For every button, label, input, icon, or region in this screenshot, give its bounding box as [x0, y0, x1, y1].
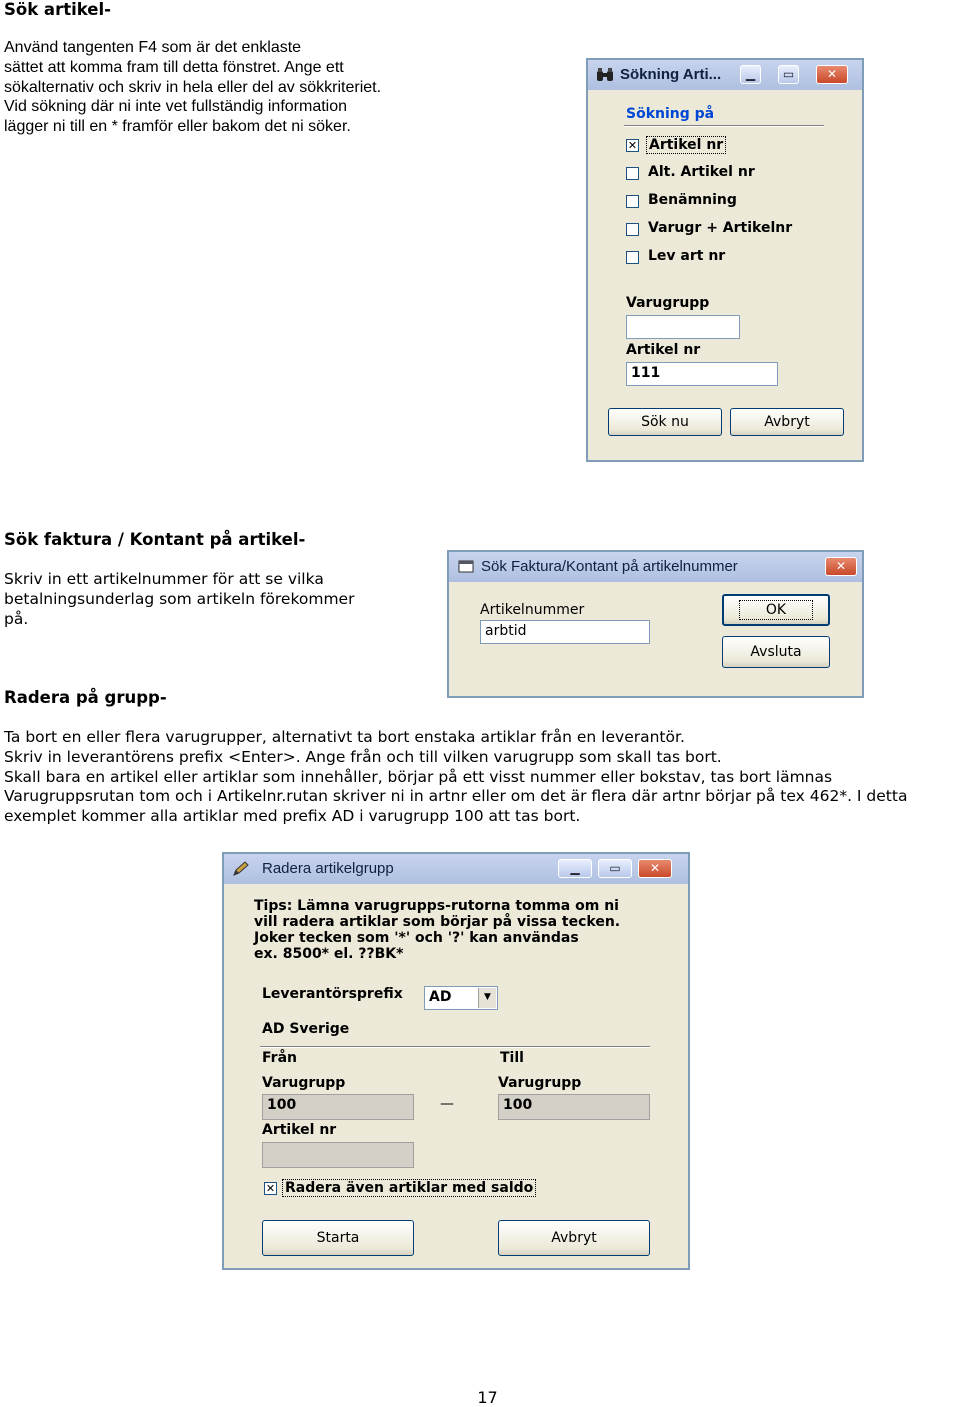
to-label: Till — [500, 1050, 524, 1066]
section-text-sok-artikel — [4, 38, 381, 137]
checkbox-varugr-artikelnr[interactable] — [626, 223, 639, 236]
prefix-label: Leverantörsprefix — [262, 986, 403, 1002]
to-varugrupp-input[interactable]: 100 — [498, 1094, 650, 1120]
text-line: betalningsunderlag som artikeln förekommer — [4, 589, 355, 608]
text-line: sökalternativ och skriv in hela eller del av sökkriteriet. — [4, 78, 382, 96]
text-line: lägger ni till en * framför eller bakom det ni söker. — [4, 118, 351, 136]
from-varugrupp-label: Varugrupp — [262, 1075, 346, 1091]
invoice-search-window — [447, 550, 864, 698]
text-line: Ta bort en eller flera varugrupper, alternativt ta bort enstaka artiklar från en leverantör. — [4, 728, 685, 746]
text-line: Skall bara en artikel eller artiklar som innehåller, börjar på ett visst nummer eller bokstav, tas bort lämnas — [4, 767, 833, 786]
text-line: sättet att komma fram till detta fönstret. Ange ett — [4, 58, 344, 76]
title-bar — [588, 60, 862, 90]
title-bar — [224, 854, 688, 884]
minimize-icon[interactable]: ▁ — [558, 859, 592, 878]
text-line: Använd tangenten F4 som är det enklaste — [4, 39, 302, 56]
divider — [624, 125, 824, 127]
artikelnummer-label: Artikelnummer — [480, 602, 585, 618]
option-label: Lev art nr — [648, 248, 726, 264]
start-button[interactable]: Starta — [262, 1220, 414, 1256]
tips-text — [254, 898, 620, 962]
delete-with-balance-checkbox[interactable]: ✕ — [265, 1182, 276, 1195]
section-heading-sok-faktura: Sök faktura / Kontant på artikel- — [4, 530, 306, 549]
section-heading-sok-artikel: Sök artikel- — [4, 0, 111, 19]
search-article-window — [586, 58, 864, 462]
from-label: Från — [262, 1050, 297, 1066]
varugrupp-input[interactable] — [626, 315, 740, 339]
tips-line: vill radera artiklar som börjar på vissa tecken. — [254, 914, 621, 930]
range-dash: — — [440, 1096, 454, 1112]
option-label: Alt. Artikel nr — [648, 164, 755, 180]
text-line: på. — [4, 609, 29, 628]
window-title: Sök Faktura/Kontant på artikelnummer — [481, 558, 738, 575]
artikelnummer-input[interactable]: arbtid — [480, 620, 650, 644]
text-line: Skriv in ett artikelnummer för att se vilka — [4, 570, 324, 588]
tips-line: Tips: Lämna varugrupps-rutorna tomma om ni — [254, 898, 619, 914]
maximize-icon[interactable]: ▭ — [778, 65, 799, 84]
text-line: Varugruppsrutan tom och i Artikelnr.rutan skriver ni in artnr eller om det är flera där artnr börjar på tex 462*. I detta — [4, 787, 908, 806]
supplier-name: AD Sverige — [262, 1021, 350, 1037]
close-icon[interactable]: ✕ — [816, 65, 848, 84]
from-varugrupp-input[interactable]: 100 — [262, 1094, 414, 1120]
text-line: Vid sökning där ni inte vet fullständig information — [4, 98, 348, 116]
ok-button[interactable] — [722, 594, 830, 626]
search-now-button[interactable]: Sök nu — [608, 408, 722, 436]
divider — [260, 1046, 650, 1048]
option-label: Artikel nr — [646, 136, 726, 154]
maximize-icon[interactable]: ▭ — [598, 859, 632, 878]
checkbox-alt-artikel-nr[interactable] — [626, 167, 639, 180]
checkbox-artikel-nr[interactable]: ✕ — [627, 139, 638, 152]
text-line: exemplet kommer alla artiklar med prefix AD i varugrupp 100 att tas bort. — [4, 807, 581, 826]
window-icon — [457, 559, 475, 575]
pencil-icon — [232, 861, 250, 877]
group-label: Sökning på — [626, 106, 715, 122]
ok-button-label: OK — [739, 600, 813, 620]
artikel-nr-label: Artikel nr — [626, 342, 701, 358]
window-title: Sökning Arti... — [620, 66, 722, 83]
minimize-icon[interactable]: ▁ — [740, 65, 761, 84]
close-icon[interactable]: ✕ — [638, 859, 672, 878]
cancel-button[interactable]: Avbryt — [498, 1220, 650, 1256]
exit-button[interactable]: Avsluta — [722, 636, 830, 668]
tips-line: ex. 8500* el. ??BK* — [254, 946, 404, 962]
binoculars-icon — [596, 67, 614, 83]
prefix-value: AD — [429, 989, 452, 1005]
window-title: Radera artikelgrupp — [262, 860, 394, 877]
artikel-nr-input[interactable]: 111 — [626, 362, 778, 386]
section-text-radera-grupp — [4, 728, 907, 827]
artikel-nr-input[interactable] — [262, 1142, 414, 1168]
delete-article-group-window — [222, 852, 690, 1270]
section-text-sok-faktura — [4, 570, 354, 629]
section-heading-radera-grupp: Radera på grupp- — [4, 688, 167, 707]
prefix-select[interactable] — [424, 986, 498, 1010]
text-line: Skriv in leverantörens prefix <Enter>. Ange från och till vilken varugrupp som skall tas bort. — [4, 747, 722, 766]
artikel-nr-label: Artikel nr — [262, 1122, 337, 1138]
checkbox-lev-art-nr[interactable] — [626, 251, 639, 264]
tips-line: Joker tecken som '*' och '?' kan användas — [254, 930, 579, 946]
chevron-down-icon[interactable]: ▼ — [478, 988, 496, 1008]
option-label: Varugr + Artikelnr — [648, 220, 793, 236]
to-varugrupp-label: Varugrupp — [498, 1075, 582, 1091]
option-label: Benämning — [648, 192, 737, 208]
checkbox-benamning[interactable] — [626, 195, 639, 208]
title-bar — [449, 552, 862, 582]
close-icon[interactable]: ✕ — [825, 557, 857, 576]
cancel-button[interactable]: Avbryt — [730, 408, 844, 436]
delete-with-balance-label: Radera även artiklar med saldo — [282, 1179, 536, 1197]
varugrupp-label: Varugrupp — [626, 295, 710, 311]
page-number: 17 — [477, 1388, 498, 1407]
